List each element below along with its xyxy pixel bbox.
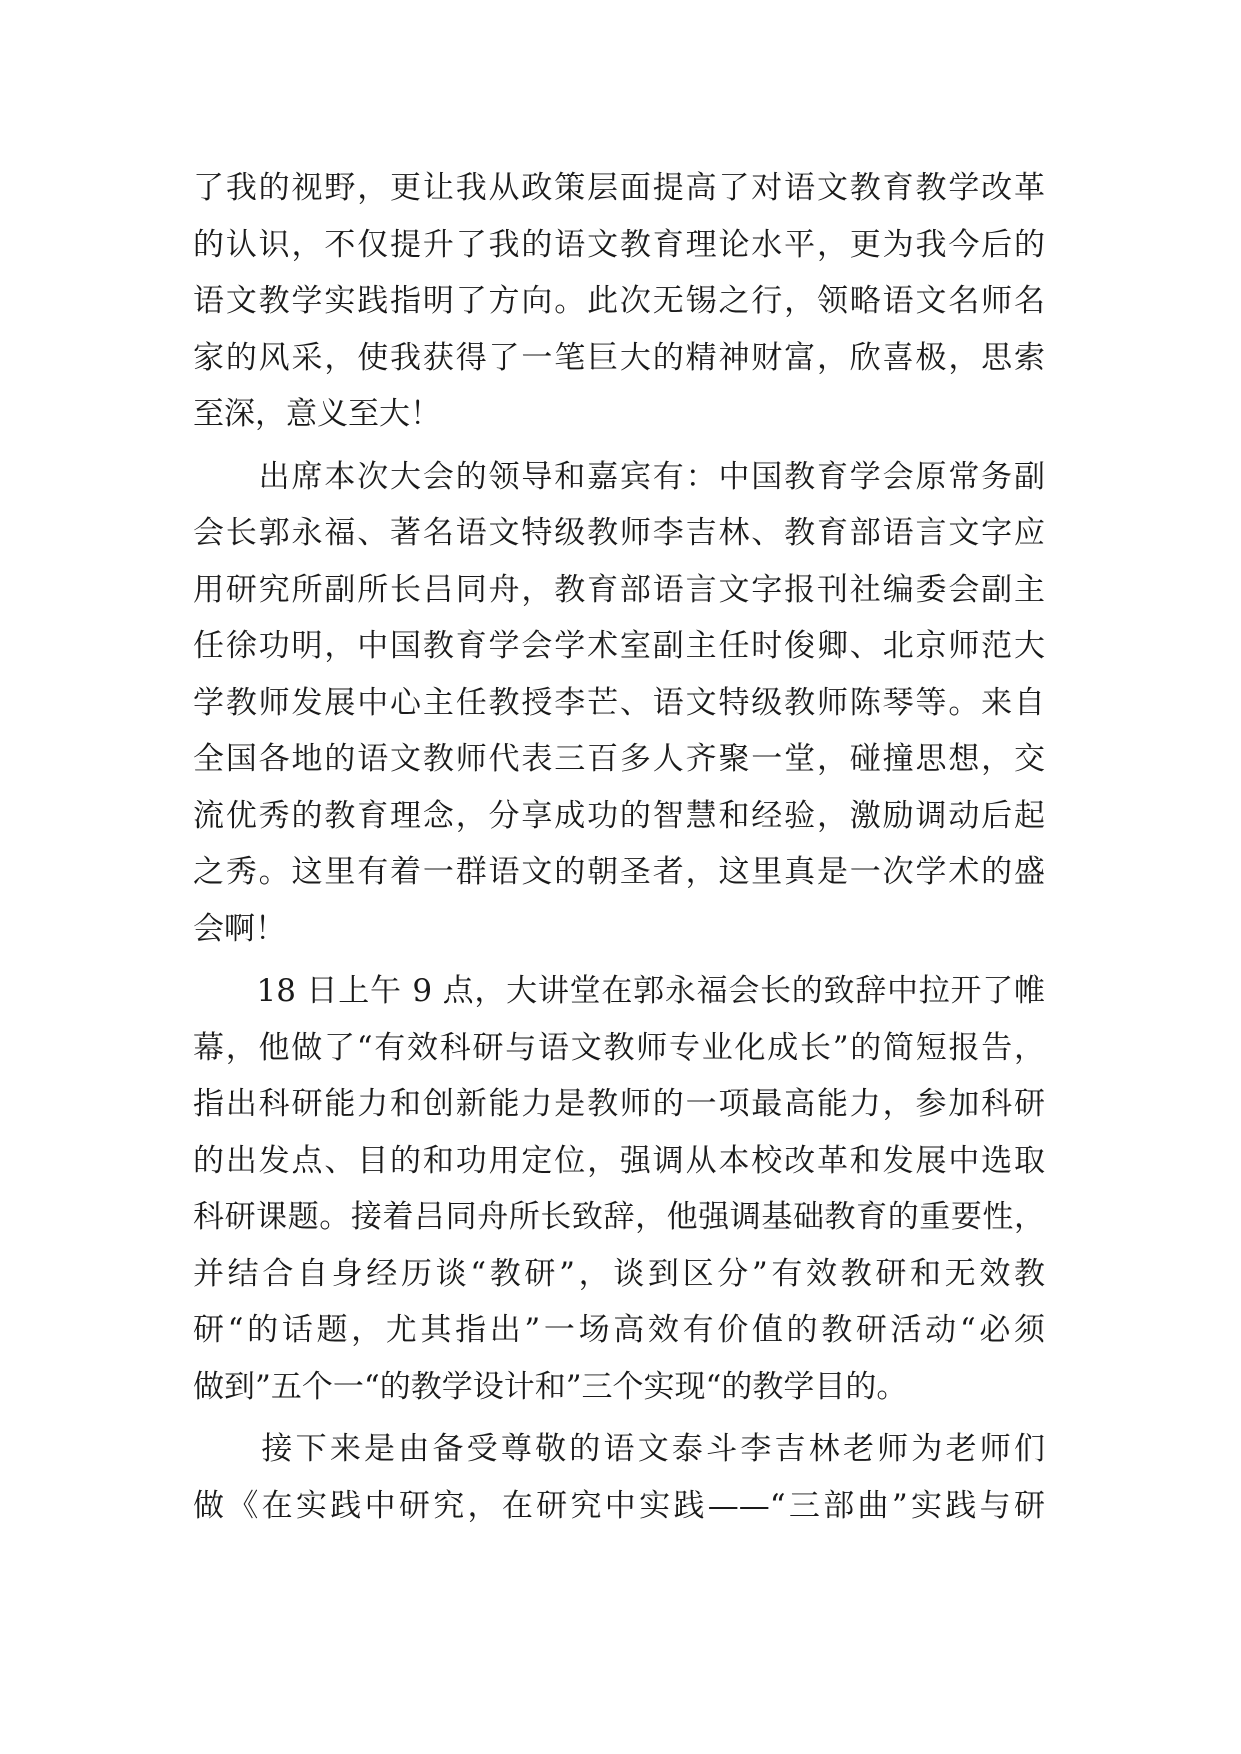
paragraph-3	[193, 963, 1045, 1415]
text-line: 家的风采，使我获得了一笔巨大的精神财富，欣喜极，思索	[193, 339, 1045, 376]
paragraph-2	[193, 449, 1045, 958]
text-line: 18 日上午 9 点，大讲堂在郭永福会长的致辞中拉开了帷	[193, 973, 1045, 1009]
text-line: 出席本次大会的领导和嘉宾有：中国教育学会原常务副	[193, 458, 1045, 495]
text-line: 科研课题。接着吕同舟所长致辞，他强调基础教育的重要性，	[193, 1199, 1045, 1235]
text-line: 的认识，不仅提升了我的语文教育理论水平，更为我今后的	[193, 226, 1045, 263]
text-line: 至深，意义至大！	[193, 396, 441, 432]
paragraph-1	[193, 160, 1045, 443]
text-line: 做《在实践中研究，在研究中实践——“三部曲”实践与研	[193, 1487, 1045, 1524]
text-line: 任徐功明，中国教育学会学术室副主任时俊卿、北京师范大	[193, 628, 1045, 664]
text-line: 流优秀的教育理念，分享成功的智慧和经验，激励调动后起	[193, 797, 1045, 834]
text-line: 之秀。这里有着一群语文的朝圣者，这里真是一次学术的盛	[193, 854, 1045, 890]
text-line: 会长郭永福、著名语文特级教师李吉林、教育部语言文字应	[193, 515, 1045, 551]
text-line: 全国各地的语文教师代表三百多人齐聚一堂，碰撞思想，交	[193, 741, 1045, 777]
text-line: 会啊！	[193, 910, 286, 947]
text-line: 接下来是由备受尊敬的语文泰斗李吉林老师为老师们	[193, 1431, 1045, 1467]
text-line: 幕，他做了“有效科研与语文教师专业化成长”的简短报告，	[193, 1029, 1045, 1066]
text-line: 语文教学实践指明了方向。此次无锡之行，领略语文名师名	[193, 283, 1045, 319]
text-line: 用研究所副所长吕同舟，教育部语言文字报刊社编委会副主	[193, 571, 1045, 608]
paragraph-4	[193, 1421, 1045, 1534]
text-line: 做到”五个一“的教学设计和”三个实现“的教学目的。	[193, 1368, 908, 1405]
text-line: 研“的话题，尤其指出”一场高效有价值的教研活动“必须	[193, 1312, 1045, 1348]
text-line: 指出科研能力和创新能力是教师的一项最高能力，参加科研	[193, 1086, 1045, 1122]
document-body	[193, 160, 1045, 1534]
text-line: 的出发点、目的和功用定位，强调从本校改革和发展中选取	[193, 1142, 1045, 1179]
text-line: 了我的视野，更让我从政策层面提高了对语文教育教学改革	[193, 170, 1045, 206]
text-line: 学教师发展中心主任教授李芒、语文特级教师陈琴等。来自	[193, 684, 1045, 721]
text-line: 并结合自身经历谈“教研”，谈到区分”有效教研和无效教	[193, 1255, 1045, 1292]
